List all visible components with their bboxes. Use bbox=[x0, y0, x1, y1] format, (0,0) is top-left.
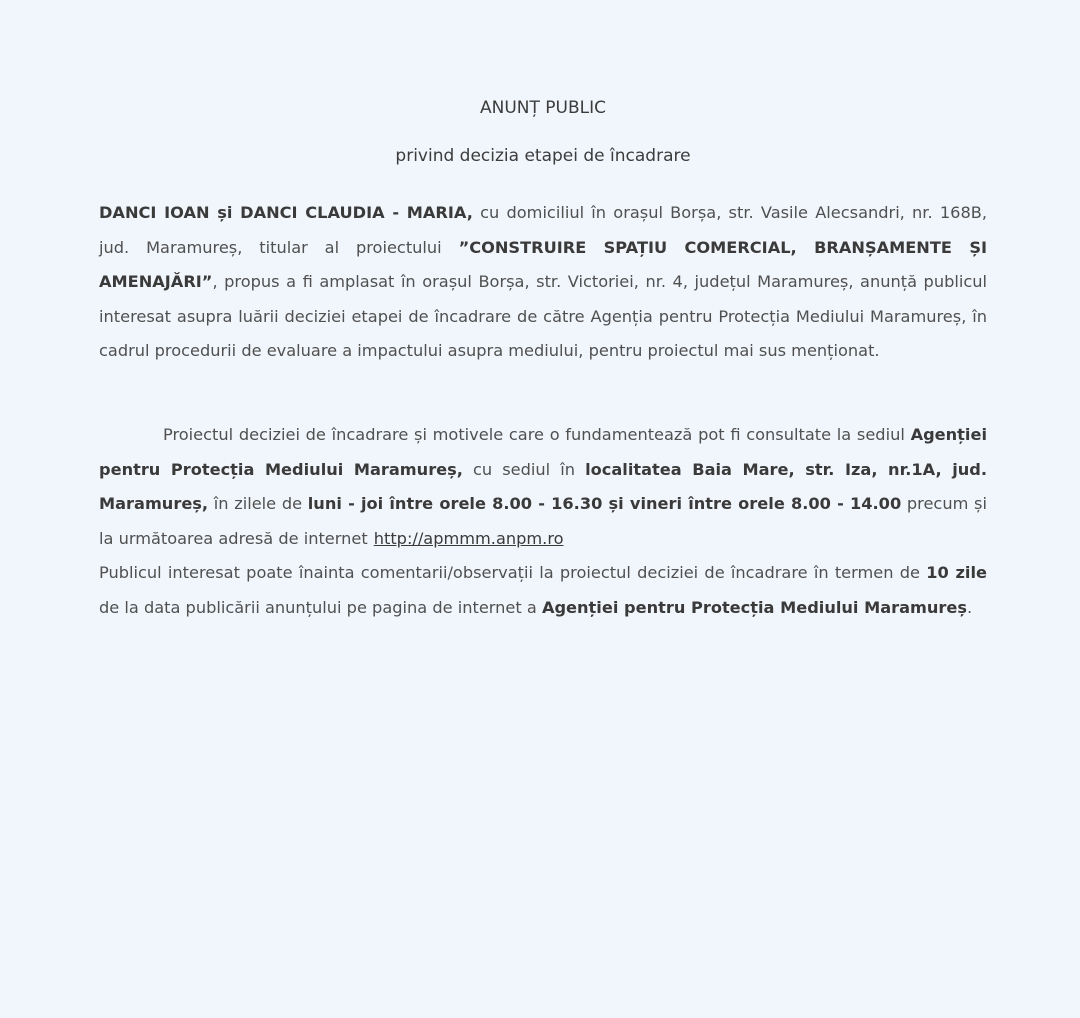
paragraph-text: în zilele de bbox=[208, 494, 308, 513]
agency-address: localitatea Baia Mare, str. Iza, nr.1A, jud. Maramureș, bbox=[99, 459, 988, 513]
document-subtitle: privind decizia etapei de încadrare bbox=[395, 146, 691, 166]
paragraph-text: . bbox=[967, 597, 973, 617]
project-name: ”CONSTRUIRE SPAȚIU COMERCIAL, BRANȘAMENTE ȘI AMENAJĂRI” bbox=[99, 237, 988, 291]
paragraph-text: Proiectul deciziei de încadrare și motivele care o fundamentează pot fi consultate la sediul bbox=[163, 425, 911, 444]
paragraph-text: , propus a fi amplasat în orașul Borșa, str. Victoriei, nr. 4, județul Maramureș, anunță publicul interesat asupra luării deciziei etapei de încadrare de către Agenția pentru Protecția Mediului Maramureș, în cadrul procedurii de evaluare a impactului asupra mediului, pentru proiectul mai sus menționat. bbox=[99, 272, 987, 360]
paragraph-text: de la data publicării anunțului pe pagina de internet a bbox=[99, 597, 542, 617]
agency-website-link[interactable]: http://apmmm.anpm.ro bbox=[373, 528, 564, 548]
paragraph-text: cu domiciliul în orașul Borșa, str. Vasile Alecsandri, nr. 168B, jud. Maramureș, titular al proiectului bbox=[99, 203, 987, 257]
applicant-names: DANCI IOAN și DANCI CLAUDIA - MARIA, bbox=[99, 203, 473, 222]
paragraph-text: precum și la următoarea adresă de internet bbox=[99, 494, 987, 548]
agency-name: Agenției pentru Protecția Mediului Maramureș bbox=[541, 597, 968, 617]
paragraph-text: cu sediul în bbox=[462, 459, 586, 479]
paragraph-applicant bbox=[99, 196, 987, 369]
office-schedule: luni - joi între orele 8.00 - 16.30 și vineri între orele 8.00 - 14.00 bbox=[307, 494, 902, 513]
comment-deadline: 10 zile bbox=[926, 563, 987, 582]
document-title: ANUNȚ PUBLIC bbox=[479, 98, 606, 118]
paragraph-text: Publicul interesat poate înainta comentarii/observații la proiectul deciziei de încadrare în termen de bbox=[99, 563, 927, 582]
paragraph-comments bbox=[99, 556, 987, 625]
agency-name: Agenției pentru Protecția Mediului Maramureș, bbox=[99, 425, 987, 479]
paragraph-consultation bbox=[99, 418, 987, 556]
